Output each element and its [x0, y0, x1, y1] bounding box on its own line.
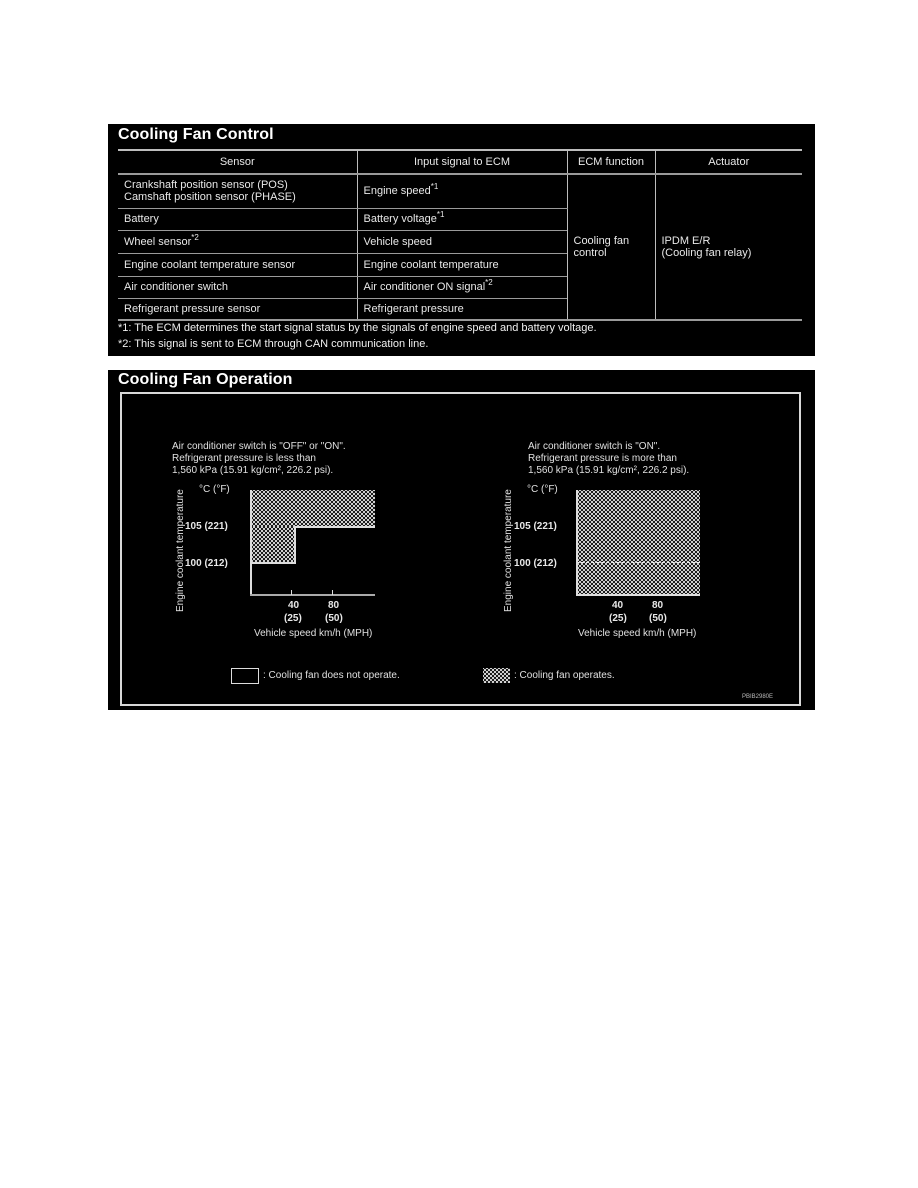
cooling-fan-operation-panel: [108, 370, 815, 710]
input-cell: [357, 208, 567, 230]
x-tick-mark: [291, 590, 292, 595]
cooling-fan-control-panel: [108, 124, 815, 356]
y-tick-105: 105 (221): [514, 521, 557, 532]
x-axis: [250, 594, 375, 596]
y-axis: [250, 490, 252, 596]
legend-on-label: : Cooling fan operates.: [514, 670, 615, 681]
ecm-text: control: [573, 247, 607, 259]
footnote-2: *2: This signal is sent to ECM through CAN communication line.: [118, 338, 429, 350]
chart-right-condition: [528, 441, 689, 477]
header-actuator: Actuator: [655, 150, 802, 174]
input-cell: [357, 174, 567, 208]
sensor-cell: Battery: [118, 208, 357, 230]
footnote-1: *1: The ECM determines the start signal status by the signals of engine speed and battery voltage.: [118, 322, 597, 334]
actuator-text: IPDM E/R: [661, 235, 711, 247]
footnotes: [118, 320, 597, 352]
header-sensor: Sensor: [118, 150, 357, 174]
y-tick-100: 100 (212): [514, 558, 557, 569]
y-tick-100: 100 (212): [185, 558, 228, 569]
y-tick-105: 105 (221): [185, 521, 228, 532]
input-cell: [357, 276, 567, 298]
sensor-cell: [118, 230, 357, 253]
x-tick-25: (25): [284, 613, 302, 624]
region-operates-all: [576, 490, 700, 596]
footnote-ref: *2: [191, 232, 199, 242]
input-text: Air conditioner ON signal: [363, 281, 486, 293]
boundary-line: [250, 562, 295, 564]
x-axis-label: Vehicle speed km/h (MPH): [254, 628, 373, 639]
operation-title: Cooling Fan Operation: [118, 371, 293, 388]
actuator-cell: [655, 174, 802, 320]
chart-left-plot: [250, 490, 375, 596]
header-ecm: ECM function: [567, 150, 655, 174]
input-cell: Refrigerant pressure: [357, 298, 567, 320]
y-axis-label: Engine coolant temperature: [503, 489, 514, 612]
condition-line: Refrigerant pressure is less than: [172, 453, 316, 464]
threshold-line-100: [576, 562, 700, 563]
control-table: [118, 149, 802, 321]
condition-line: Refrigerant pressure is more than: [528, 453, 677, 464]
x-tick-80: 80: [328, 600, 340, 611]
sensor-text: Wheel sensor: [124, 235, 192, 248]
x-tick-25: (25): [609, 613, 627, 624]
x-tick-40: 40: [612, 600, 624, 611]
sensor-text: Crankshaft position sensor (POS): [124, 179, 288, 192]
header-input: Input signal to ECM: [357, 150, 567, 174]
sensor-cell: Refrigerant pressure sensor: [118, 298, 357, 320]
x-tick-50: (50): [325, 613, 343, 624]
control-title: Cooling Fan Control: [118, 126, 274, 143]
table-row: [118, 174, 802, 208]
y-axis: [576, 490, 578, 596]
y-unit: °C (°F): [199, 484, 230, 495]
x-tick-mark: [332, 590, 333, 595]
footnote-ref: *2: [485, 278, 493, 287]
input-cell: Vehicle speed: [357, 230, 567, 253]
footnote-ref: *1: [430, 182, 439, 192]
figure-code: PBIB2980E: [742, 694, 774, 700]
sensor-cell: [118, 174, 357, 208]
x-axis: [576, 594, 700, 596]
condition-line: Air conditioner switch is "OFF" or "ON".: [172, 441, 346, 452]
condition-line: Air conditioner switch is "ON".: [528, 441, 661, 452]
x-tick-50: (50): [649, 613, 667, 624]
x-tick-40: 40: [288, 600, 300, 611]
footnote-ref: *1: [436, 210, 445, 219]
sensor-cell: Air conditioner switch: [118, 276, 357, 298]
y-axis-label: Engine coolant temperature: [175, 489, 186, 612]
boundary-line: [294, 526, 296, 564]
input-cell: Engine coolant temperature: [357, 253, 567, 276]
condition-line: 1,560 kPa (15.91 kg/cm², 226.2 psi).: [528, 465, 690, 476]
x-axis-label: Vehicle speed km/h (MPH): [578, 628, 697, 639]
legend-off-label: : Cooling fan does not operate.: [263, 670, 400, 681]
table-header-row: [118, 150, 802, 174]
sensor-cell: Engine coolant temperature sensor: [118, 253, 357, 276]
legend-swatch-off: [231, 668, 259, 684]
sensor-text: Camshaft position sensor (PHASE): [124, 191, 296, 204]
operation-figure-frame: [120, 392, 801, 706]
chart-left-condition: [172, 441, 346, 477]
region-operates-low-speed: [250, 527, 294, 563]
actuator-text: (Cooling fan relay): [661, 247, 752, 259]
input-text: Engine speed: [363, 185, 431, 198]
y-unit: °C (°F): [527, 484, 558, 495]
condition-line: 1,560 kPa (15.91 kg/cm², 226.2 psi).: [172, 465, 334, 476]
legend-swatch-on: [483, 668, 510, 683]
boundary-line: [294, 526, 375, 528]
ecm-text: Cooling fan: [573, 235, 630, 247]
region-operates-high: [250, 490, 375, 527]
input-text: Battery voltage: [363, 213, 437, 225]
x-tick-80: 80: [652, 600, 664, 611]
chart-right-plot: [576, 490, 700, 596]
ecm-function-cell: [567, 174, 655, 320]
